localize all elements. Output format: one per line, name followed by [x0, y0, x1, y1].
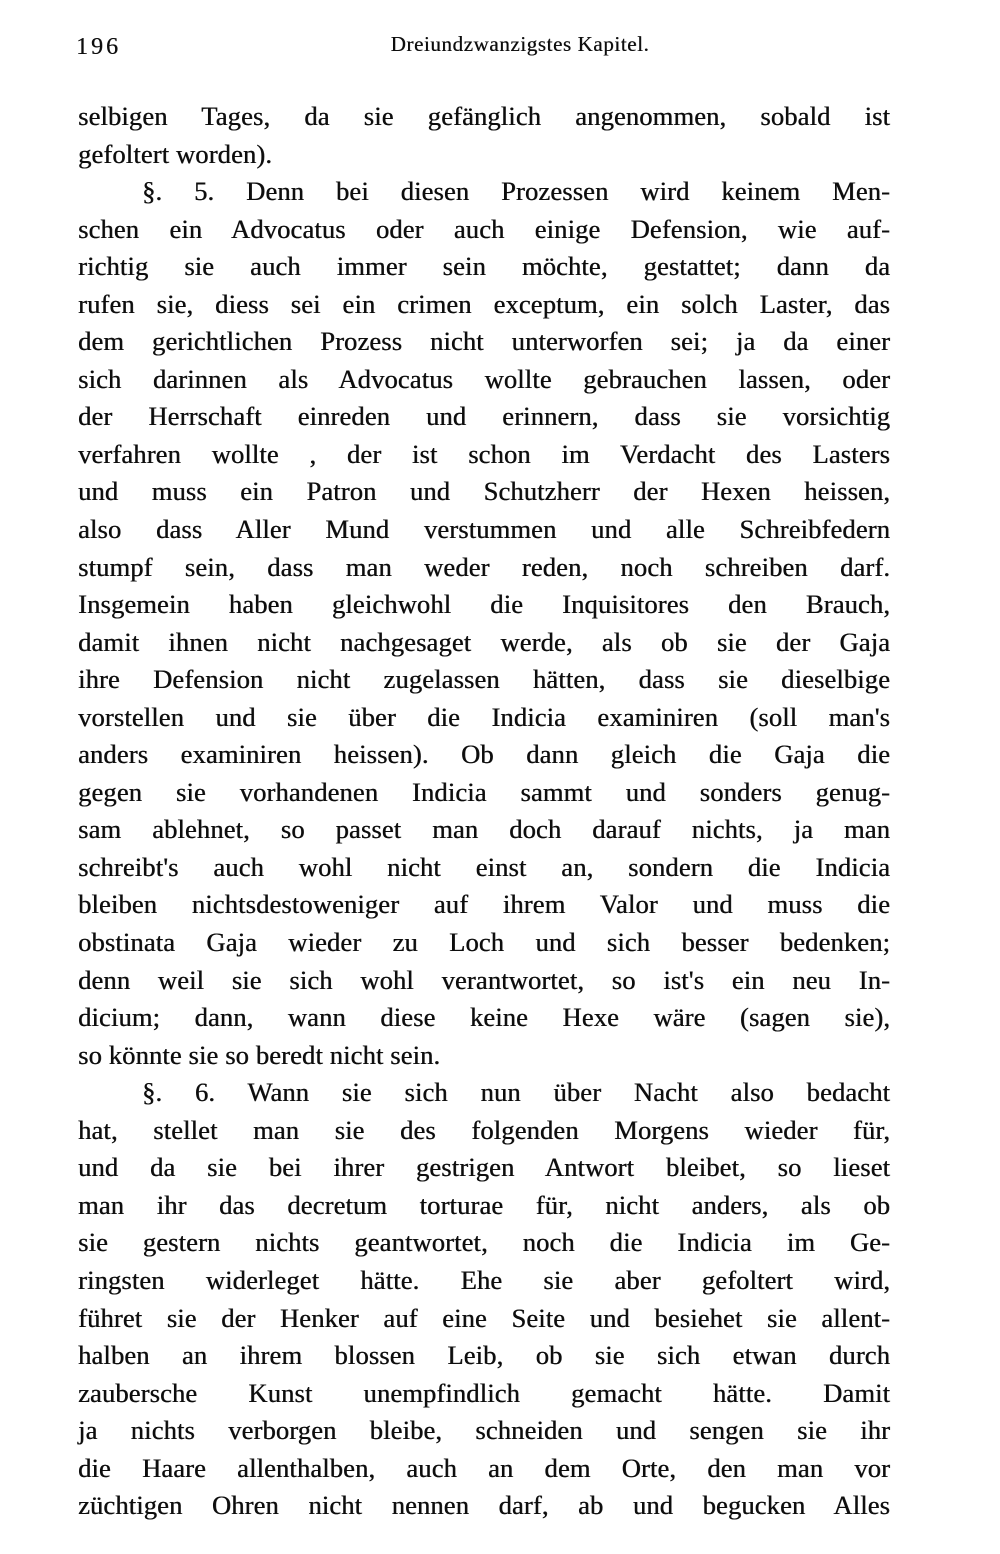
text-line: ringsten widerleget hätte. Ehe sie aber gefoltert wird,	[78, 1264, 890, 1295]
text-line: rufen sie, diess sei ein crimen exceptum, ein solch Laster, das	[78, 288, 890, 319]
text-line: gegen sie vorhandenen Indicia sammt und sonders genug-	[78, 776, 890, 807]
text-line: führet sie der Henker auf eine Seite und besiehet sie allent-	[78, 1302, 890, 1333]
page-number: 196	[76, 34, 121, 60]
text-line: hat, stellet man sie des folgenden Morgens wieder für,	[78, 1114, 890, 1145]
text-line: damit ihnen nicht nachgesaget werde, als ob sie der Gaja	[78, 626, 890, 657]
text-line: sam ablehnet, so passet man doch darauf nichts, ja man	[78, 814, 890, 845]
text-line: schen ein Advocatus oder auch einige Defension, wie auf-	[78, 213, 890, 244]
text-line: stumpf sein, dass man weder reden, noch schreiben darf.	[78, 551, 890, 582]
text-line: schreibt's auch wohl nicht einst an, sondern die Indicia	[78, 851, 890, 882]
text-line: dicium; dann, wann diese keine Hexe wäre (sagen sie),	[78, 1002, 890, 1033]
text-line: sie gestern nichts geantwortet, noch die Indicia im Ge-	[78, 1227, 890, 1258]
text-line: so könnte sie so beredt nicht sein.	[78, 1039, 441, 1070]
page-body-text	[78, 98, 890, 1525]
text-line: ihre Defension nicht zugelassen hätten, dass sie dieselbige	[78, 664, 890, 695]
text-line: und da sie bei ihrer gestrigen Antwort bleibet, so lieset	[78, 1152, 890, 1183]
text-line: Insgemein haben gleichwohl die Inquisitores den Brauch,	[78, 589, 890, 620]
text-line: §. 5. Denn bei diesen Prozessen wird keinem Men-	[142, 176, 890, 207]
text-line: obstinata Gaja wieder zu Loch und sich besser bedenken;	[78, 927, 890, 958]
text-line: §. 6. Wann sie sich nun über Nacht also bedacht	[142, 1077, 890, 1108]
chapter-title: Dreiundzwanzigstes Kapitel.	[390, 32, 650, 56]
text-line: die Haare allenthalben, auch an dem Orte, den man vor	[78, 1452, 890, 1483]
text-line: denn weil sie sich wohl verantwortet, so ist's ein neu In-	[78, 964, 890, 995]
text-line: dem gerichtlichen Prozess nicht unterworfen sei; ja da einer	[78, 326, 890, 357]
text-line: also dass Aller Mund verstummen und alle Schreibfedern	[78, 514, 890, 545]
page-header	[0, 0, 1000, 80]
text-line: sich darinnen als Advocatus wollte gebrauchen lassen, oder	[78, 363, 890, 394]
text-line: halben an ihrem blossen Leib, ob sie sich etwan durch	[78, 1340, 890, 1371]
text-line: selbigen Tages, da sie gefänglich angenommen, sobald ist	[78, 101, 890, 131]
text-line: vorstellen und sie über die Indicia examiniren (soll man's	[78, 701, 890, 732]
text-line: gefoltert worden).	[78, 138, 273, 169]
text-line: richtig sie auch immer sein möchte, gestattet; dann da	[78, 251, 890, 282]
text-line: bleiben nichtsdestoweniger auf ihrem Valor und muss die	[78, 889, 890, 920]
text-line: man ihr das decretum torturae für, nicht anders, als ob	[78, 1189, 890, 1220]
text-line: und muss ein Patron und Schutzherr der Hexen heissen,	[78, 476, 890, 507]
text-line: züchtigen Ohren nicht nennen darf, ab und begucken Alles	[78, 1490, 890, 1521]
text-line: zaubersche Kunst unempfindlich gemacht hätte. Damit	[78, 1377, 890, 1408]
text-line: anders examiniren heissen). Ob dann gleich die Gaja die	[78, 739, 890, 770]
text-line: verfahren wollte , der ist schon im Verdacht des Lasters	[78, 438, 890, 469]
text-line: der Herrschaft einreden und erinnern, dass sie vorsichtig	[78, 401, 890, 432]
text-line: ja nichts verborgen bleibe, schneiden und sengen sie ihr	[78, 1415, 890, 1446]
